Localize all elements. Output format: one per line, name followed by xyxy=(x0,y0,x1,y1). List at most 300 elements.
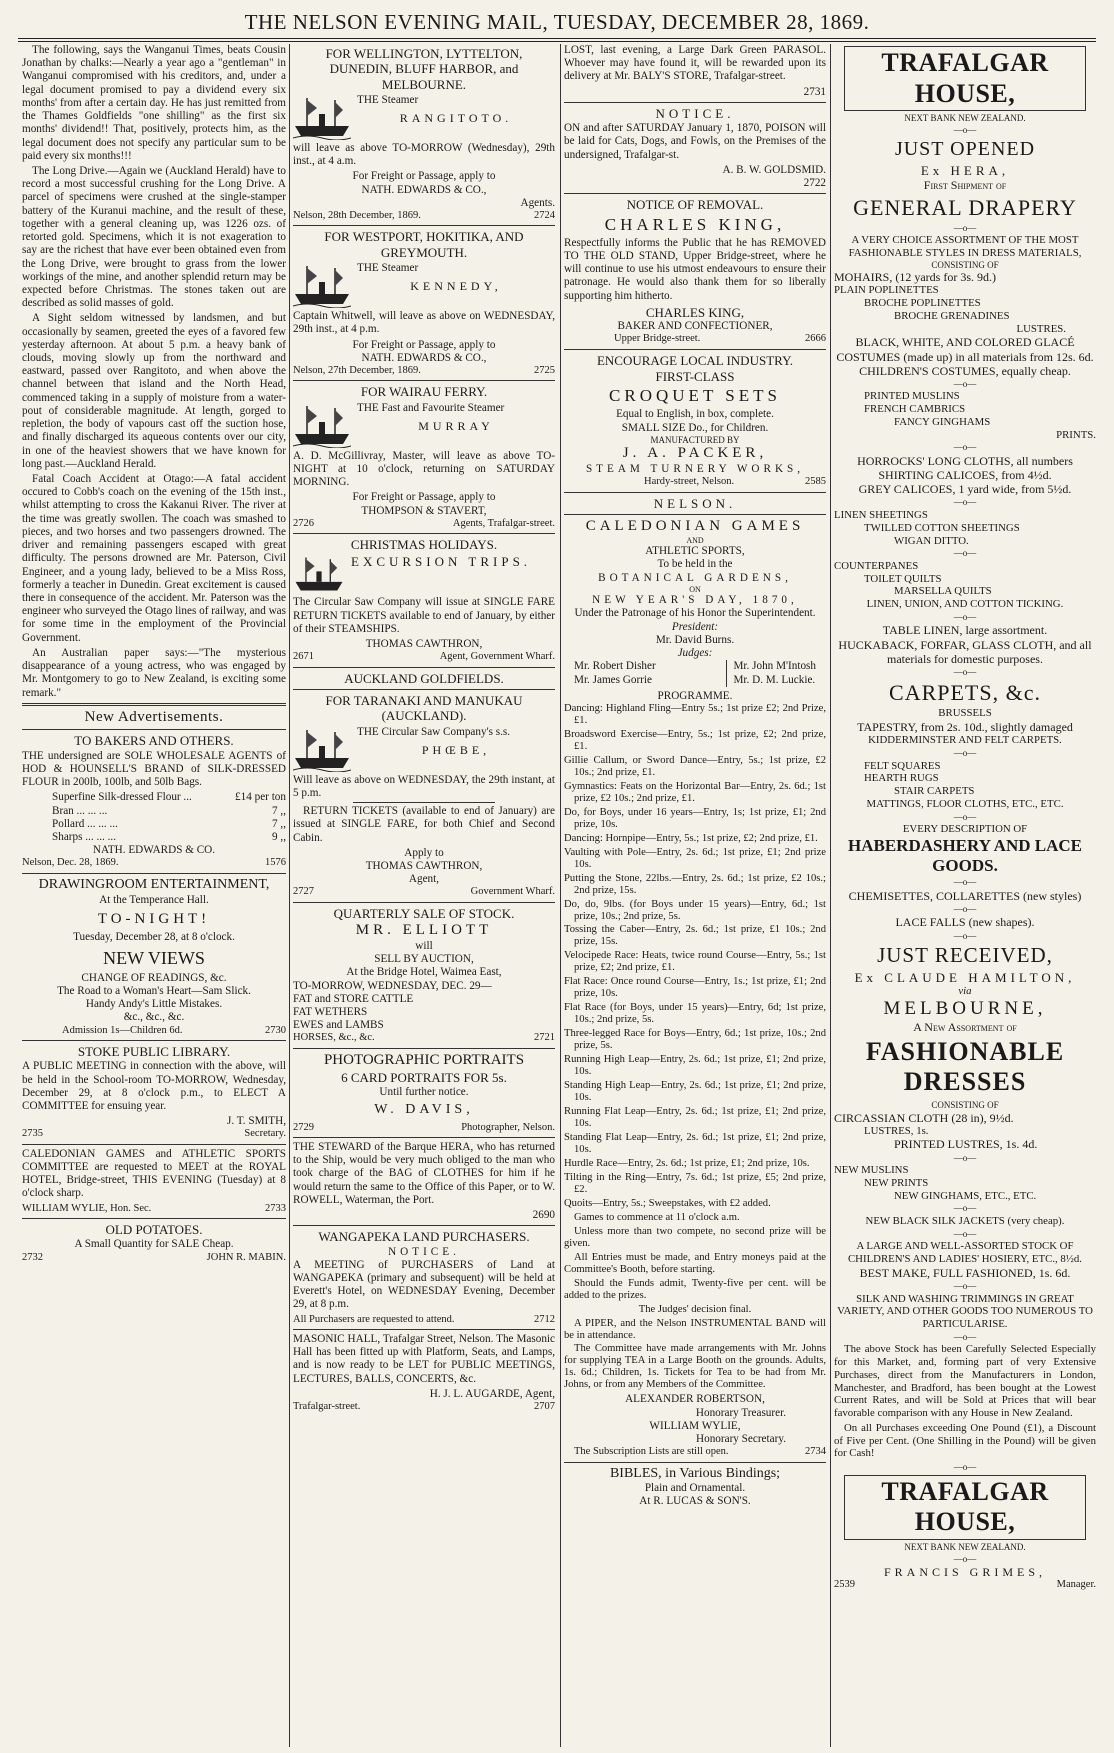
ad-number: 2671 xyxy=(293,651,314,663)
ad-role: Secretary. xyxy=(244,1128,286,1140)
steamship-icon xyxy=(293,726,351,772)
ad-line: HUCKABACK, FORFAR, GLASS CLOTH, and all materials for domestic purposes. xyxy=(838,637,1092,666)
steamer-label: THE Circular Saw Company's s.s. xyxy=(357,725,511,738)
ad-line: CHILDREN'S COSTUMES, equally cheap. xyxy=(859,363,1071,378)
ad-signer: A. B. W. GOLDSMID. xyxy=(722,163,826,176)
ad-line: President: xyxy=(671,620,719,633)
judge: Mr. James Gorrie xyxy=(574,673,652,686)
ad-offer: 6 CARD PORTRAITS FOR 5s. xyxy=(341,1070,507,1086)
ad-line: HORROCKS' LONG CLOTHS, all numbers SHIRTING CALICOES, from 4½d. xyxy=(857,454,1073,483)
divider xyxy=(293,1137,555,1138)
stock-item: HORSES, &c., &c. xyxy=(293,1032,375,1044)
divider xyxy=(22,1218,286,1219)
ad-line: At the Bridge Hotel, Waimea East, xyxy=(346,966,502,979)
ad-number: 1576 xyxy=(265,857,286,869)
ad-line: PRINTED LUSTRES, 1s. 4d. xyxy=(894,1137,1038,1152)
caledonian-committee-ad xyxy=(22,1148,286,1215)
ad-heading: WANGAPEKA LAND PURCHASERS. xyxy=(318,1229,530,1245)
ad-heading: TO BAKERS AND OTHERS. xyxy=(74,733,234,749)
divider xyxy=(564,193,826,194)
ad-line: The Subscription Lists are still open. xyxy=(574,1446,729,1458)
ad-number: 2712 xyxy=(534,1313,555,1325)
ad-line: Mr. David Burns. xyxy=(655,633,735,646)
ad-line: FELT SQUARES xyxy=(864,759,941,772)
price-value: 9 ,, xyxy=(272,831,286,844)
ad-line: GREY CALICOES, 1 yard wide, from 5½d. xyxy=(858,482,1072,497)
programme-item: Do, do, 9lbs. (for Boys under 15 years)—Entry, 6d.; 1st prize, 10s.; 2nd prize, 5s. xyxy=(564,898,826,922)
ad-heading: NELSON. xyxy=(653,495,737,511)
photo-ad xyxy=(293,1052,555,1134)
price-value: 7 ,, xyxy=(272,804,286,817)
croquet-ad xyxy=(564,353,826,489)
games-note: All Entries must be made, and Entry moneys paid at the Committee's Booth, before starting. xyxy=(564,1251,826,1275)
ad-body: CALEDONIAN GAMES and ATHLETIC SPORTS COMMITTEE are requested to MEET at the ROYAL HOTEL, Bridge-street, THIS EVENING (Tuesday) at 8 o'clock sharp. xyxy=(22,1147,286,1200)
ad-line: First Shipment of xyxy=(923,178,1007,193)
ad-line: The Road to a Woman's Heart—Sam Slick. xyxy=(57,984,251,997)
masthead-rule xyxy=(18,38,1096,39)
ad-date: Nelson, 27th December, 1869. xyxy=(293,364,421,376)
news-item: An Australian paper says:—"The mysterious disappearance of a young actress, who was engaged by Mr. Montgomery to go to New Zealand, is exciting some remark." xyxy=(22,646,286,699)
ad-agent: H. J. L. AUGARDE, Agent, xyxy=(429,1387,555,1400)
ad-line: Until further notice. xyxy=(379,1085,469,1098)
ad-line: PRINTED MUSLINS xyxy=(864,390,960,403)
ad-number: 2735 xyxy=(22,1128,43,1140)
ad-line: NEW PRINTS xyxy=(864,1176,929,1189)
ad-line: SELL BY AUCTION, xyxy=(374,953,474,966)
ad-line: COUNTERPANES xyxy=(834,559,919,572)
steamer-name: KENNEDY, xyxy=(410,279,502,294)
photographer-name: W. DAVIS, xyxy=(374,1102,474,1117)
ad-date: Nelson, 28th December, 1869. xyxy=(293,210,421,222)
ad-line: TWILLED COTTON SHEETINGS xyxy=(864,521,1020,534)
programme-item: Quoits—Entry, 5s.; Sweepstakes, with £2 added. xyxy=(564,1197,771,1209)
ad-line: ON xyxy=(689,584,701,594)
taranaki-ad xyxy=(293,693,555,899)
ad-number: 2732 xyxy=(22,1251,43,1263)
ad-role: Honorary Secretary. xyxy=(696,1433,786,1446)
trafalgar-house-title: TRAFALGAR HOUSE, xyxy=(844,46,1086,111)
divider xyxy=(564,514,826,515)
programme-item: Running Flat Leap—Entry, 2s. 6d.; 1st prize, £1; 2nd prize, 10s. xyxy=(564,1106,826,1130)
ad-line: FIRST-CLASS xyxy=(655,369,735,385)
ad-date: Tuesday, December 28, at 8 o'clock. xyxy=(73,931,235,944)
ad-number: 2729 xyxy=(293,1121,314,1133)
column-divider xyxy=(830,44,831,1747)
programme-item: Putting the Stone, 22lbs.—Entry, 2s. 6d.; 1st prize, £2 10s.; 2nd prize, 15s. xyxy=(564,872,826,896)
ad-body: Will leave as above on WEDNESDAY, the 29th instant, at 5 p.m. xyxy=(293,773,555,799)
ad-line: For Freight or Passage, apply to xyxy=(352,338,496,351)
ad-heading: NOTICE. xyxy=(655,105,735,121)
divider xyxy=(293,1329,555,1330)
ad-line: Trafalgar-street. xyxy=(293,1401,361,1413)
ad-title: CALEDONIAN GAMES xyxy=(585,518,805,535)
ad-line: A LARGE AND WELL-ASSORTED STOCK OF CHILDREN'S AND LADIES' HOSIERY, ETC., 8½d. xyxy=(847,1240,1083,1266)
ad-line: NEW BLACK SILK JACKETS (very cheap). xyxy=(865,1215,1065,1228)
ad-body: A MEETING of PURCHASERS of Land at WANGAPEKA (primary and subsequent) will be held at Everett's Hotel, on WEDNESDAY Evening, December 29, at 8 p.m. xyxy=(293,1258,555,1311)
ad-number: 2722 xyxy=(803,177,826,190)
ad-body: Respectfully informs the Public that he has REMOVED TO THE OLD STAND, Upper Bridge-street, where he will continue to use his utmost endeavours to ensure their patronage. He would also thank them for so liberally supporting him hitherto. xyxy=(564,236,826,302)
ad-line: LACE FALLS (new shapes). xyxy=(895,915,1035,930)
programme-item: Flat Race (for Boys, under 15 years)—Entry, 6d; 1st prize, 10s.; 2nd prize, 5s. xyxy=(564,1002,826,1026)
ad-line: Ex HERA, xyxy=(920,163,1010,179)
ad-body: THE undersigned are SOLE WHOLESALE AGENTS of HOD & HOUNSELL'S BRAND of SILK-DRESSED FLOUR in 200lb, 100lb, and 50lb Bags. xyxy=(22,749,286,789)
ad-line: Plain and Ornamental. xyxy=(644,1482,746,1495)
games-note: The Committee have made arrangements with Mr. Johns for supplying TEA in a Large Booth on the grounds. Adults, 1s. 6d.; Children, 1s. Tickets for Tea to be had from Mr. Johns, or from any Members of the Committee. xyxy=(564,1343,826,1391)
ad-line: Equal to English, in box, complete. xyxy=(616,408,774,421)
ad-line: PROGRAMME. xyxy=(657,689,733,702)
ad-signer: ALEXANDER ROBERTSON, xyxy=(625,1393,765,1406)
ad-title: JUST RECEIVED, xyxy=(877,943,1053,968)
news-item: The Long Drive.—Again we (Auckland Herald) have to record a most successful crushing for the Long Drive. A parcel of specimens were crushed at the single-stamper battery of the Kuranui machine, and the result of these, together with a general cleaning up, was 1226 ozs. of retorted gold. Specimens, which it is not exageration to say are the richest that have ever been obtained even from the Long Drive, were brought to grass from the lower workings of the mine, and another splendid return may be expected before Christmas. The stones taken out are described as solid masses of gold. xyxy=(22,164,286,310)
potatoes-ad xyxy=(22,1222,286,1264)
ad-signer: At R. LUCAS & SON'S. xyxy=(639,1495,751,1508)
ad-line: STAIR CARPETS xyxy=(894,785,975,798)
bakers-ad xyxy=(22,733,286,869)
ad-line: CHANGE OF READINGS, &c. xyxy=(81,971,227,984)
ad-line: NEXT BANK NEW ZEALAND. xyxy=(904,1541,1026,1552)
wangapeka-ad xyxy=(293,1229,555,1326)
ad-heading: ENCOURAGE LOCAL INDUSTRY. xyxy=(596,352,794,368)
new-advertisements-heading: New Advertisements. xyxy=(84,708,224,725)
ad-line: CONSISTING OF xyxy=(931,1099,999,1110)
steamer-label: THE Steamer xyxy=(357,262,419,275)
ad-note: All Purchasers are requested to attend. xyxy=(293,1313,455,1325)
ad-heading: STOKE PUBLIC LIBRARY. xyxy=(77,1043,231,1059)
ad-line: Under the Patronage of his Honor the Superintendent. xyxy=(574,607,816,620)
divider xyxy=(293,533,555,534)
games-note: Games to commence at 11 o'clock a.m. xyxy=(574,1211,740,1223)
ad-line: via xyxy=(958,985,972,998)
ad-line: CONSISTING OF xyxy=(931,259,999,270)
programme-item: Hurdle Race—Entry, 2s. 6d.; 1st prize, £1; 2nd prize, 10s. xyxy=(564,1157,810,1169)
ad-title: FASHIONABLE DRESSES xyxy=(865,1036,1065,1097)
ad-line: &c., &c., &c. xyxy=(123,1011,185,1024)
ad-heading: FOR WELLINGTON, LYTTELTON, DUNEDIN, BLUFF HARBOR, and MELBOURNE. xyxy=(325,46,523,92)
ad-line: WIGAN DITTO. xyxy=(894,534,969,547)
price-row xyxy=(22,791,286,804)
ad-works: STEAM TURNERY WORKS, xyxy=(585,463,805,476)
steamship-icon xyxy=(293,402,351,448)
price-row xyxy=(22,805,286,818)
ad-number: 2731 xyxy=(803,85,826,98)
ad-line: A New Assortment of xyxy=(913,1020,1017,1035)
divider xyxy=(293,902,555,903)
price-value: £14 per ton xyxy=(235,791,286,804)
column-divider xyxy=(560,44,561,1747)
ad-signer: WILLIAM WYLIE, xyxy=(649,1419,741,1432)
ad-heading: QUARTERLY SALE OF STOCK. xyxy=(333,905,515,921)
ad-body: THE STEWARD of the Barque HERA, who has returned to the Ship, would be very much obliged to the man who took charge of the BAG of CLOTHES for him if he would return the same to the Office of this Paper, or to W. ROWELL, Waterman, the Port. xyxy=(293,1140,555,1206)
wellington-ad xyxy=(293,46,555,222)
ad-body: ON and after SATURDAY January 1, 1870, POISON will be laid for Cats, Dogs, and Fowls, on the Premises of the undersigned, Trafalgar-st. xyxy=(564,122,826,161)
ad-body: On all Purchases exceeding One Pound (£1), a Discount of Five per Cent. (One Shilling in the Pound) will be given for Cash! xyxy=(834,1421,1096,1460)
ad-line: PLAIN POPLINETTES xyxy=(834,284,939,297)
ad-line: CIRCASSIAN CLOTH (28 in), 9½d. xyxy=(834,1110,1014,1125)
price-item: Sharps ... ... ... xyxy=(52,831,117,844)
ad-venue: At the Temperance Hall. xyxy=(99,894,209,907)
ad-heading: FOR WAIRAU FERRY. xyxy=(360,384,488,400)
divider xyxy=(22,1144,286,1145)
ad-heading: PHOTOGRAPHIC PORTRAITS xyxy=(323,1051,525,1068)
ad-role: Agent, Government Wharf. xyxy=(439,651,555,663)
column-3 xyxy=(564,44,826,1747)
price-value: 7 ,, xyxy=(272,817,286,830)
ad-line: LUSTRES. xyxy=(1016,322,1066,335)
games-note: Unless more than two compete, no second prize will be given. xyxy=(564,1225,826,1249)
poison-notice-ad xyxy=(564,106,826,190)
games-note: A PIPER, and the Nelson INSTRUMENTAL BAND will be in attendance. xyxy=(564,1317,826,1341)
ad-trade: BAKER AND CONFECTIONER, xyxy=(617,320,773,333)
ad-role: Agents, Trafalgar-street. xyxy=(452,517,555,529)
divider xyxy=(293,1225,555,1226)
auckland-goldfields-heading: AUCKLAND GOLDFIELDS. xyxy=(344,670,504,686)
news-item: A Sight seldom witnessed by landsmen, and but occasionally by seamen, greeted the eyes of a favored few yesterday afternoon. At about 5 p.m. a heavy bank of clouds, moving slowly up from the northward and eastward, passed over Rangitoto, and when above the channel between that island and the North Head, commenced taking in a supply of moisture from a water-pout of considerable magnitude. At length, gorged to repletion, the body of vapours cast off the suction hose, and finally discharged its aqueous contents over our city, in one of the heaviest showers that we have known for long past.—Auckland Herald. xyxy=(22,312,286,470)
ad-title: CROQUET SETS xyxy=(609,386,781,406)
ad-line: EVERY DESCRIPTION OF xyxy=(902,823,1028,836)
ad-signer: NATH. EDWARDS & CO. xyxy=(92,844,216,857)
programme-item: Tossing the Caber—Entry, 2s. 6d.; 1st prize, £1 10s.; 2nd prize, 15s. xyxy=(564,924,826,948)
games-note: Should the Funds admit, Twenty-five per cent. will be added to the prizes. xyxy=(564,1277,826,1301)
ad-role: Agent, xyxy=(408,873,440,886)
ad-role: Agents. xyxy=(520,196,555,209)
programme-item: Broadsword Exercise—Entry, 5s.; 1st prize, £2; 2nd prize, £1. xyxy=(564,728,826,752)
steamer-label: THE Fast and Favourite Steamer xyxy=(357,401,505,414)
programme-item: Running High Leap—Entry, 2s. 6d.; 1st prize, £1; 2nd prize, 10s. xyxy=(564,1054,826,1078)
ad-line: LINEN SHEETINGS xyxy=(834,509,928,522)
divider xyxy=(564,492,826,493)
ad-line: Upper Bridge-street. xyxy=(614,333,701,345)
ad-heading: FOR WESTPORT, HOKITIKA, AND GREYMOUTH. xyxy=(324,229,524,260)
masonic-hall-ad xyxy=(293,1333,555,1413)
divider xyxy=(353,802,495,803)
lost-parasol-ad xyxy=(564,44,826,99)
ad-line: TOILET QUILTS xyxy=(864,572,942,585)
column-1 xyxy=(22,44,286,1747)
ad-line: TAPESTRY, from 2s. 10d., slightly damaged xyxy=(857,720,1073,735)
masthead: THE NELSON EVENING MAIL, TUESDAY, DECEMBER 28, 1869. xyxy=(244,10,870,34)
ad-line: FANCY GINGHAMS xyxy=(894,415,991,428)
ad-title: BIBLES, in Various Bindings; xyxy=(609,1465,781,1481)
ad-role: Manager. xyxy=(1056,1579,1096,1591)
ad-title: CARPETS, &c. xyxy=(889,679,1041,705)
ad-line: PRINTS. xyxy=(1056,428,1096,441)
programme-item: Three-legged Race for Boys—Entry, 6d.; 1st prize, 10s.; 2nd prize, 5s. xyxy=(564,1028,826,1052)
ad-body: A. D. McGillivray, Master, will leave as above TO-NIGHT at 10 o'clock, returning on SATURDAY MORNING. xyxy=(293,449,555,489)
ad-line: Judges: xyxy=(677,647,713,660)
ad-title: HABERDASHERY AND LACE GOODS. xyxy=(848,835,1082,876)
stock-item: EWES and LAMBS xyxy=(293,1019,384,1032)
ad-number: 2721 xyxy=(534,1032,555,1044)
programme-item: Dancing: Highland Fling—Entry 5s.; 1st prize £2; 2nd Prize, £1. xyxy=(564,703,826,726)
ad-date: NEW YEAR'S DAY, 1870, xyxy=(592,594,798,607)
divider xyxy=(22,873,286,874)
programme-item: Flat Race: Once round Course—Entry, 1s.; 1st prize, £1; 2nd prize, 10s. xyxy=(564,976,826,1000)
ad-line: TABLE LINEN, large assortment. xyxy=(882,623,1048,638)
ad-title: GENERAL DRAPERY xyxy=(853,194,1077,220)
divider xyxy=(564,102,826,103)
programme-item: Tilting in the Ring—Entry, 7s. 6d.; 1st prize, £5; 2nd prize, £2. xyxy=(564,1171,826,1195)
ad-notice: NOTICE. xyxy=(388,1245,460,1258)
ad-body: A PUBLIC MEETING in connection with the above, will be held in the School-room TO-MORROW, Wednesday, December 29, at 8 o'clock p.m., to ELECT A COMMITTEE for ensuing year. xyxy=(22,1060,286,1112)
ad-body: RETURN TICKETS (available to end of January) are issued at SINGLE FARE, for both Chief and Second Cabin. xyxy=(293,805,555,844)
programme-item: Standing High Leap—Entry, 2s. 6d.; 1st prize, £1; 2nd prize, 10s. xyxy=(564,1080,826,1104)
ad-line: BOTANICAL GARDENS, xyxy=(598,571,792,584)
ad-body: The above Stock has been Carefully Selected Especially for this Market, and, forming part of very Extensive Purchases, direct from the Manufacturers in London, Manchester, and Bradford, has been bought at the Lowest Current Rates, and will be Sold at Prices that will bear favorable comparison with any House in New Zealand. xyxy=(834,1343,1096,1420)
ad-line: For Freight or Passage, apply to xyxy=(352,170,496,183)
ad-line: MATTINGS, FLOOR CLOTHS, ETC., ETC. xyxy=(866,797,1064,810)
programme-item: Velocipede Race: Heats, twice round Course—Entry, 5s.; 1st prize, £2; 2nd prize, £1. xyxy=(564,950,826,974)
ad-number: 2734 xyxy=(805,1446,826,1458)
ad-line: CHEMISETTES, COLLARETTES (new styles) xyxy=(848,888,1082,903)
ad-line: LINEN, UNION, AND COTTON TICKING. xyxy=(866,598,1064,611)
programme-item: Standing Flat Leap—Entry, 2s. 6d.; 1st prize, £1; 2nd prize, 10s. xyxy=(564,1131,826,1155)
ad-body: The Circular Saw Company will issue at SINGLE FARE RETURN TICKETS available to end of January, by either of their STEAMSHIPS. xyxy=(293,596,555,635)
ad-line: To be held in the xyxy=(657,558,733,571)
ad-heading: DRAWINGROOM ENTERTAINMENT, xyxy=(38,876,270,892)
ad-line: AND xyxy=(686,535,704,545)
judge: Mr. Robert Disher xyxy=(574,660,656,673)
ad-line: BROCHE GRENADINES xyxy=(894,309,1010,322)
ad-title: EXCURSION TRIPS. xyxy=(351,554,532,570)
divider xyxy=(293,225,555,226)
steamer-label: THE Steamer xyxy=(357,93,419,106)
christmas-ad xyxy=(293,537,555,664)
wairau-ad xyxy=(293,384,555,530)
ad-number: 2724 xyxy=(534,210,555,222)
ad-line: will xyxy=(415,939,433,952)
steamship-icon xyxy=(293,262,351,308)
ad-line: MOHAIRS, (12 yards for 3s. 9d.) xyxy=(834,270,996,285)
ad-agent: THOMAS CAWTHRON, xyxy=(365,638,483,651)
ad-body: MASONIC HALL, Trafalgar Street, Nelson. The Masonic Hall has been fitted up with Platform, Seats, and Lamps, and is now ready to be LET for PUBLIC MEETINGS, LECTURES, BALLS, CONCERTS, &c. xyxy=(293,1333,555,1385)
drawingroom-ad xyxy=(22,877,286,1037)
ad-signer: J. T. SMITH, xyxy=(227,1115,286,1128)
steamer-name: PHŒBE, xyxy=(421,742,491,757)
steamer-name: MURRAY xyxy=(418,418,494,433)
divider xyxy=(22,1040,286,1041)
judge: Mr. John M'Intosh xyxy=(733,660,816,673)
ad-line: LUSTRES, 1s. xyxy=(864,1124,929,1137)
programme-item: Dancing: Hornpipe—Entry, 5s.; 1st prize, £2; 2nd prize, £1. xyxy=(564,832,818,844)
ad-line: A VERY CHOICE ASSORTMENT OF THE MOST FASHIONABLE STYLES IN DRESS MATERIALS, xyxy=(848,234,1082,259)
ad-line: SMALL SIZE Do., for Children. xyxy=(621,421,769,434)
ad-number: 2666 xyxy=(805,333,826,345)
column-4: TRAFALGAR HOUSE, NEXT BANK NEW ZEALAND. —o— JUST OPENED Ex HERA, First Shipment of GENERAL DRAPERY —o— A VERY CHOICE ASSORTMENT OF THE MOST FASHIONABLE STYLES IN DRESS MATERIALS, CONSISTING OF MOHAIRS, (12 yards for 3s. 9d.) PLAIN POPLINETTES BROCHE POPLINETTES BROCHE GRENADINES LUSTRES. BLACK, WHITE, AND COLORED GLACÉ COSTUMES (made up) in all materials from 12s. 6d. CHILDREN'S COSTUMES, equally cheap. —o— PRINTED MUSLINS FRENCH CAMBRICS FANCY GINGHAMS PRINTS. —o— HORROCKS' LONG CLOTHS, all numbers SHIRTING CALICOES, from 4½d. GREY CALICOES, 1 yard wide, from 5½d. —o— LINEN SHEETINGS TWILLED COTTON SHEETINGS WIGAN DITTO. —o— COUNTERPANES TOILET QUILTS MARSELLA QUILTS LINEN, UNION, AND COTTON TICKING. —o— TABLE LINEN, large assortment. HUCKABACK, FORFAR, GLASS CLOTH, and all materials for domestic purposes. —o— CARPETS, &c. BRUSSELS TAPESTRY, from 2s. 10d., slightly damaged KIDDERMINSTER AND FELT CARPETS. —o— FELT SQUARES HEARTH RUGS STAIR CARPETS MATTINGS, FLOOR CLOTHS, ETC., ETC. —o— EVERY DESCRIPTION OF HABERDASHERY AND LACE GOODS. —o— CHEMISETTES, COLLARETTES (new styles) —o— LACE FALLS (new shapes). —o— JUST RECEIVED, Ex CLAUDE HAMILTON, via MELBOURNE, A New Assortment of FASHIONABLE DRESSES CONSISTING OF CIRCASSIAN CLOTH (28 in), 9½d. LUSTRES, 1s. PRINTED LUSTRES, 1s. 4d. —o— NEW MUSLINS NEW PRINTS NEW GINGHAMS, ETC., ETC. —o— NEW BLACK SILK JACKETS (very cheap). —o— A LARGE AND WELL-ASSORTED STOCK OF CHILDREN'S AND LADIES' HOSIERY, ETC., 8½d. BEST MAKE, FULL FASHIONED, 1s. 6d. —o— SILK AND WASHING TRIMMINGS IN GREAT VARIETY, AND OTHER GOODS TOO NUMEROUS TO PARTICULARISE. —o— The above Stock has been Carefully Selected Especially for this Market, and, forming part of very Extensive Purchases, direct from the Manufacturers in London, Manchester, and Bradford, has been bought at the Lowest Current Rates, and will be Sold at Prices that will bear favorable comparison with any House in New Zealand. On all Purchases exceeding One Pound (£1), a Discount of Five per Cent. (One Shilling in the Pound) will be given for Cash! —o— TRAFALGAR HOUSE, NEXT BANK NEW ZEALAND. —o— FRANCIS GRIMES, 2539 Manager. xyxy=(834,48,1096,1591)
ad-line: SILK AND WASHING TRIMMINGS IN GREAT VARIETY, AND OTHER GOODS TOO NUMEROUS TO PARTICULARISE. xyxy=(837,1292,1093,1331)
ad-line: MARSELLA QUILTS xyxy=(894,585,992,598)
ad-date: Nelson, Dec. 28, 1869. xyxy=(22,857,119,869)
stock-item: FAT WETHERS xyxy=(293,1005,368,1018)
trafalgar-house-title: TRAFALGAR HOUSE, xyxy=(844,1475,1086,1540)
ad-tonight: TO-NIGHT! xyxy=(97,910,211,927)
programme-item: Vaulting with Pole—Entry, 2s. 6d.; 1st prize, £1; 2nd prize 10s. xyxy=(564,846,826,870)
westport-ad xyxy=(293,229,555,377)
ad-name: CHARLES KING, xyxy=(604,214,786,234)
price-row xyxy=(22,818,286,831)
ad-number: 2727 xyxy=(293,886,314,898)
divider xyxy=(293,1048,555,1049)
ad-line: Apply to xyxy=(404,846,444,859)
programme-item: Do, for Boys, under 16 years—Entry, 1s; 1st prize, £1; 2nd prize, 10s. xyxy=(564,806,826,830)
ad-line: Ex CLAUDE HAMILTON, xyxy=(854,969,1076,985)
ad-line: MANUFACTURED BY xyxy=(650,434,740,445)
ad-role: Government Wharf. xyxy=(470,886,555,898)
ad-number: 2726 xyxy=(293,517,314,529)
judge: Mr. D. M. Luckie. xyxy=(733,673,816,686)
stock-item: FAT and STORE CATTLE xyxy=(293,992,414,1005)
divider xyxy=(22,703,286,706)
programme-item: Gymnastics: Feats on the Horizontal Bar—Entry, 2s. 6d.; 1st prize, £2 10s.; 2nd prize, £1. xyxy=(564,780,826,804)
steamship-icon xyxy=(293,94,351,140)
divider xyxy=(564,1462,826,1463)
removal-notice-ad xyxy=(564,197,826,345)
ad-line: BLACK, WHITE, AND COLORED GLACÉ COSTUMES (made up) in all materials from 12s. 6d. xyxy=(836,335,1094,364)
divider xyxy=(22,729,286,730)
judges-list xyxy=(564,660,826,686)
price-item: Superfine Silk-dressed Flour ... xyxy=(52,791,192,804)
ad-agent: THOMPSON & STAVERT, xyxy=(361,504,487,517)
ad-line: ATHLETIC SPORTS, xyxy=(645,545,745,558)
price-item: Pollard ... ... ... xyxy=(52,817,118,830)
news-item: Fatal Coach Accident at Otago:—A fatal accident occured to Cobb's coach on the evening of the 15th inst., whilst attempting to cross the Kakanui River. The river at the time was greatly swollen. The coach was smashed to pieces, and two horses and two passengers drowned. The driver and remaining passengers escaped with great difficulty. The persons drowned are Mr. Paterson, Civil Engineer, and a young lady, believed to be a Miss Ross, formerly a teacher in Dunedin. Great excitement is caused there in consequence of the accident. Mr. Paterson was the engineer who surveyed the Otago lines of railway, and was for some time in the employment of the Provincial Government. xyxy=(22,473,286,644)
ad-title: JUST OPENED xyxy=(894,137,1036,160)
ad-line: TO-MORROW, WEDNESDAY, DEC. 29— xyxy=(293,979,492,992)
ad-body: LOST, last evening, a Large Dark Green PARASOL. Whoever may have found it, will be rewarded upon its delivery at Mr. BALY'S STORE, Trafalgar-street. xyxy=(564,44,826,83)
ad-number: 2733 xyxy=(265,1202,286,1214)
ad-line: Hardy-street, Nelson. xyxy=(644,476,735,488)
ad-line: BRUSSELS xyxy=(938,707,992,720)
price-row xyxy=(22,831,286,844)
ad-title: MELBOURNE, xyxy=(883,998,1047,1020)
ad-agent: NATH. EDWARDS & CO., xyxy=(361,351,487,364)
ad-number: 2539 xyxy=(834,1579,855,1591)
ad-heading: NOTICE OF REMOVAL. xyxy=(626,197,764,213)
steamer-name: RANGITOTO. xyxy=(399,111,513,126)
ad-heading: FOR TARANAKI AND MANUKAU (AUCKLAND). xyxy=(325,693,523,724)
ad-line: BROCHE POPLINETTES xyxy=(864,297,981,310)
programme-item: Gillie Callum, or Sword Dance—Entry, 5s.; 1st prize, £2 10s.; 2nd prize, £1. xyxy=(564,754,826,778)
ad-line: NEXT BANK NEW ZEALAND. xyxy=(904,113,1026,124)
steamship-icon xyxy=(293,554,345,594)
divider xyxy=(293,667,555,668)
ad-role: Photographer, Nelson. xyxy=(461,1121,555,1133)
ad-line: NEW MUSLINS xyxy=(834,1164,909,1177)
ad-admission: Admission 1s—Children 6d. xyxy=(62,1024,183,1036)
ad-body: Captain Whitwell, will leave as above on WEDNESDAY, 29th inst., at 4 p.m. xyxy=(293,310,555,336)
ad-number: 2585 xyxy=(805,476,826,488)
price-item: Bran ... ... ... xyxy=(52,804,108,817)
ad-number: 2725 xyxy=(534,364,555,376)
ad-line: For Freight or Passage, apply to xyxy=(352,491,496,504)
column-2 xyxy=(293,44,555,1747)
ad-agent: THOMAS CAWTHRON, xyxy=(365,860,483,873)
ad-line: NEW GINGHAMS, ETC., ETC. xyxy=(894,1189,1037,1202)
hera-steward-ad xyxy=(293,1141,555,1222)
ad-agent: NATH. EDWARDS & CO., xyxy=(361,183,487,196)
ad-heading: OLD POTATOES. xyxy=(105,1222,203,1238)
divider xyxy=(293,380,555,381)
games-note: The Judges' decision final. xyxy=(638,1303,752,1315)
ad-signer: FRANCIS GRIMES, xyxy=(883,1565,1047,1580)
library-ad xyxy=(22,1044,286,1141)
ad-body: will leave as above TO-MORROW (Wednesday), 29th inst., at 4 a.m. xyxy=(293,141,555,168)
ad-number: 2707 xyxy=(534,1401,555,1413)
masthead-rule-2 xyxy=(18,41,1096,42)
ad-body: A Small Quantity for SALE Cheap. xyxy=(74,1238,234,1251)
divider xyxy=(293,689,555,690)
divider xyxy=(564,349,826,350)
column-divider xyxy=(289,44,290,1747)
